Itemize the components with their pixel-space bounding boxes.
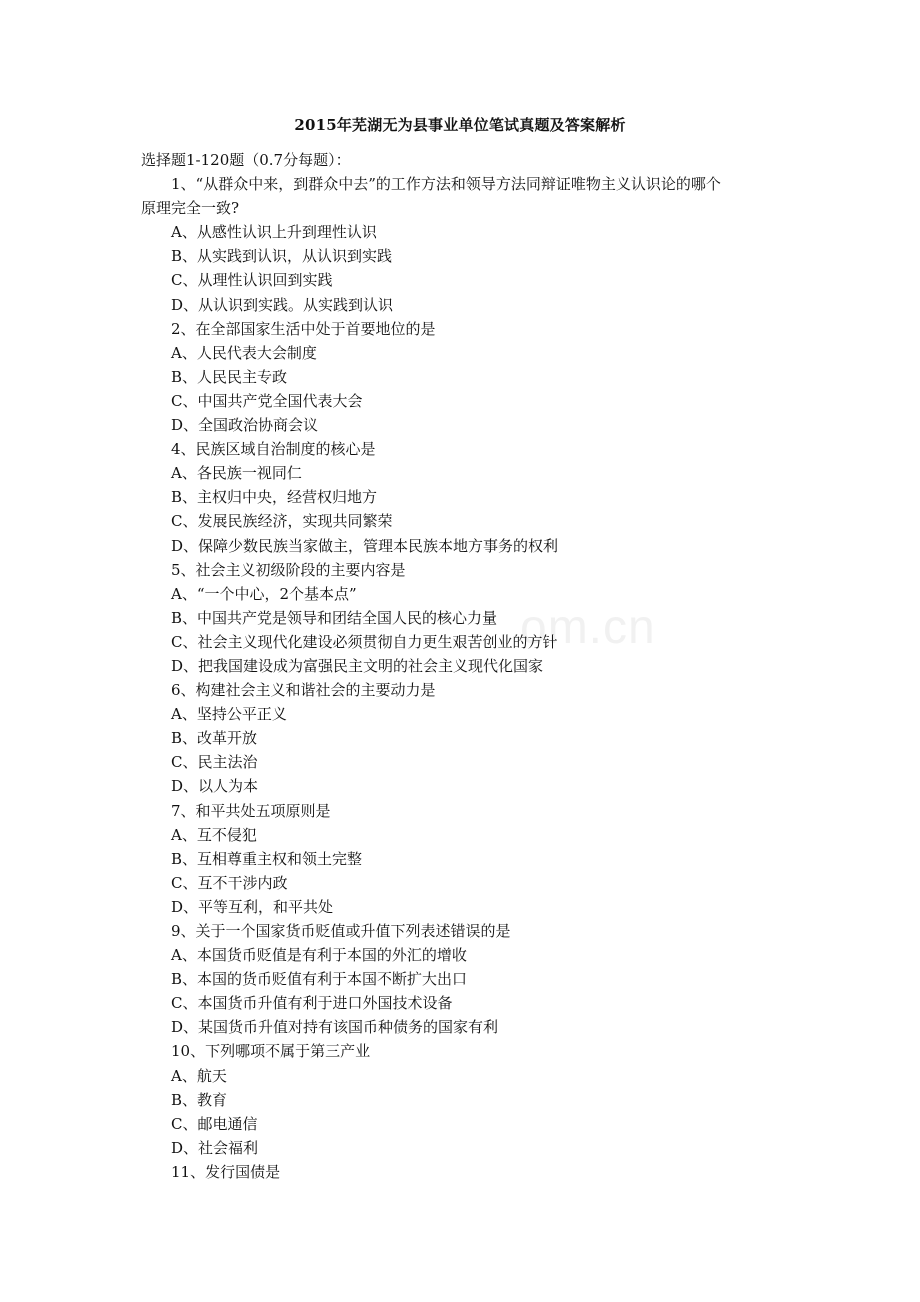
text-line: 7、和平共处五项原则是	[171, 801, 331, 820]
text-line: C、民主法治	[171, 753, 258, 772]
text-line: 5、社会主义初级阶段的主要内容是	[171, 560, 406, 579]
text-line: C、从理性认识回到实践	[171, 271, 333, 290]
text-line: C、中国共产党全国代表大会	[171, 391, 363, 410]
text-line: D、从认识到实践。从实践到认识	[171, 295, 394, 314]
text-line: A、坚持公平正义	[171, 705, 287, 724]
section-heading: 选择题1-120题（0.7分每题）：	[141, 151, 351, 169]
text-line: A、从感性认识上升到理性认识	[171, 223, 377, 242]
text-line: 原理完全一致?	[141, 199, 240, 218]
text-line: D、全国政治协商会议	[171, 416, 319, 435]
text-line: A、人民代表大会制度	[171, 343, 317, 362]
text-line: B、主权归中央，经营权归地方	[171, 488, 378, 507]
text-line: 4、民族区域自治制度的核心是	[171, 440, 376, 459]
text-line: B、本国的货币贬值有利于本国不断扩大出口	[171, 970, 468, 989]
text-line: C、社会主义现代化建设必须贯彻自力更生艰苦创业的方针	[171, 632, 558, 651]
text-line: C、本国货币升值有利于进口外国技术设备	[171, 994, 453, 1013]
text-line: B、从实践到认识，从认识到实践	[171, 247, 393, 266]
text-line: D、以人为本	[171, 777, 259, 796]
text-line: 11、发行国债是	[171, 1162, 281, 1181]
text-line: 2、在全部国家生活中处于首要地位的是	[171, 319, 436, 338]
text-line: B、人民民主专政	[171, 367, 288, 386]
document-body	[141, 148, 781, 1184]
text-line: 9、关于一个国家货币贬值或升值下列表述错误的是	[171, 922, 511, 940]
text-line: C、互不干涉内政	[171, 873, 288, 892]
text-line: 10、下列哪项不属于第三产业	[171, 1042, 371, 1061]
text-line: A、本国货币贬值是有利于本国的外汇的增收	[171, 946, 467, 965]
text-line: D、某国货币升值对持有该国币种债务的国家有利	[171, 1018, 499, 1037]
text-line: A、各民族一视同仁	[171, 464, 302, 483]
text-line: B、改革开放	[171, 729, 258, 748]
text-line: B、中国共产党是领导和团结全国人民的核心力量	[171, 608, 498, 627]
text-line: C、邮电通信	[171, 1114, 258, 1133]
text-line: D、平等互利，和平共处	[171, 897, 334, 916]
text-line: B、互相尊重主权和领土完整	[171, 849, 363, 868]
text-line: B、教育	[171, 1090, 228, 1109]
question-list	[141, 172, 781, 1184]
text-line: D、把我国建设成为富强民主文明的社会主义现代化国家	[171, 656, 544, 675]
text-line: D、保障少数民族当家做主，管理本民族本地方事务的权利	[171, 536, 559, 555]
text-line: 6、构建社会主义和谐社会的主要动力是	[171, 681, 436, 700]
text-line: A、互不侵犯	[171, 825, 257, 844]
text-line: A、航天	[171, 1066, 227, 1085]
text-line: 1、“从群众中来，到群众中去”的工作方法和领导方法同辩证唯物主义认识论的哪个	[171, 175, 721, 194]
watermark: om.cn	[520, 601, 656, 654]
text-line: C、发展民族经济，实现共同繁荣	[171, 512, 393, 531]
text-line: D、社会福利	[171, 1138, 259, 1157]
document-title: 2015年芜湖无为县事业单位笔试真题及答案解析	[294, 116, 626, 134]
text-line: A、“一个中心，2个基本点”	[171, 584, 357, 603]
